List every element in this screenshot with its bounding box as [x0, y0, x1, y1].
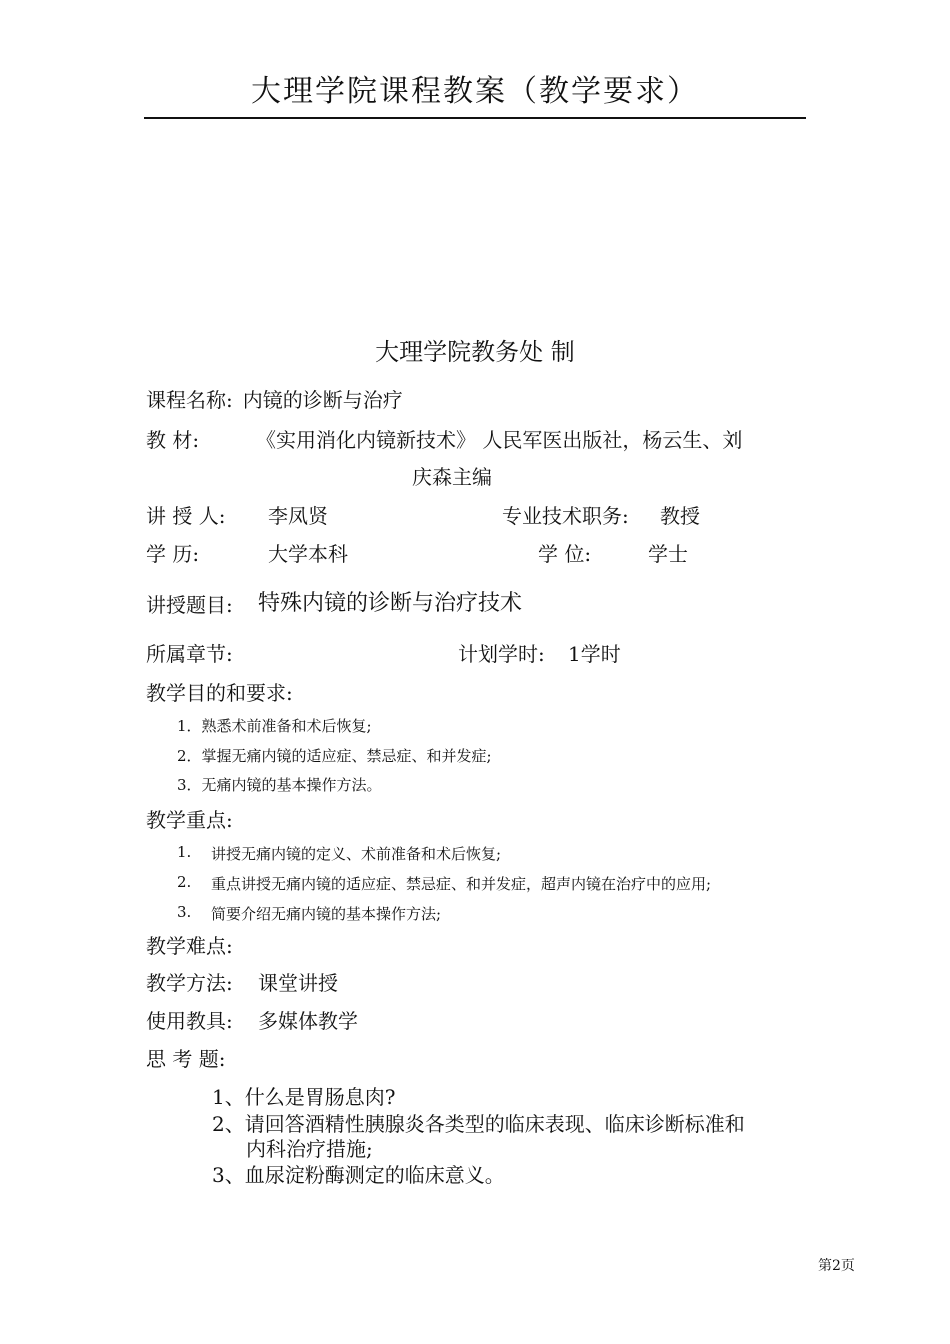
- question-2-line-2: 内科治疗措施;: [246, 1137, 373, 1161]
- chapter-label: 所属章节:: [146, 642, 233, 666]
- method-value: 课堂讲授: [258, 971, 338, 995]
- objective-item: 1．熟悉术前准备和术后恢复;: [177, 717, 372, 735]
- professional-title-label: 专业技术职务:: [502, 504, 629, 528]
- education-value: 大学本科: [268, 542, 348, 566]
- key-point-text: 简要介绍无痛内镜的基本操作方法;: [211, 905, 442, 923]
- key-point-number: 3.: [177, 903, 192, 921]
- questions-heading: 思 考 题:: [146, 1047, 226, 1071]
- issuing-office: 大理学院教务处 制: [375, 338, 575, 366]
- education-label: 学 历:: [146, 542, 200, 566]
- course-name-row: [146, 384, 403, 413]
- question-3: 3、血尿淀粉酶测定的临床意义。: [212, 1163, 505, 1187]
- tools-label: 使用教具:: [146, 1009, 233, 1033]
- degree-label: 学 位:: [538, 542, 592, 566]
- course-name-value: 内镜的诊断与治疗: [242, 388, 403, 412]
- question-2-line-1: 2、请回答酒精性胰腺炎各类型的临床表现、临床诊断标准和: [212, 1112, 745, 1136]
- degree-value: 学士: [648, 542, 688, 566]
- topic-value: 特殊内镜的诊断与治疗技术: [258, 591, 523, 616]
- page-number: 第2页: [818, 1258, 855, 1274]
- textbook-line-1: 《实用消化内镜新技术》 人民军医出版社，杨云生、刘: [256, 428, 743, 452]
- objective-item: 3．无痛内镜的基本操作方法。: [177, 776, 382, 794]
- header-rule: [144, 117, 806, 119]
- planned-hours-label: 计划学时:: [458, 642, 545, 666]
- teacher-value: 李凤贤: [268, 504, 328, 528]
- objectives-heading: 教学目的和要求:: [146, 681, 293, 705]
- key-points-heading: 教学重点:: [146, 808, 233, 832]
- professional-title-value: 教授: [660, 504, 700, 528]
- key-point-text: 讲授无痛内镜的定义、术前准备和术后恢复;: [211, 845, 502, 863]
- method-label: 教学方法:: [146, 971, 233, 995]
- key-point-number: 2.: [177, 873, 192, 891]
- teacher-label: 讲 授 人:: [146, 504, 226, 528]
- tools-value: 多媒体教学: [258, 1009, 358, 1033]
- key-point-text: 重点讲授无痛内镜的适应症、禁忌症、和并发症，超声内镜在治疗中的应用;: [211, 875, 712, 893]
- course-name-label: 课程名称:: [146, 388, 233, 412]
- textbook-label: 教 材:: [146, 428, 200, 452]
- document-title: 大理学院课程教案（教学要求）: [251, 74, 699, 109]
- objective-item: 2．掌握无痛内镜的适应症、禁忌症、和并发症;: [177, 747, 492, 765]
- difficulties-heading: 教学难点:: [146, 934, 233, 958]
- topic-label: 讲授题目:: [146, 593, 233, 617]
- textbook-line-2: 庆森主编: [412, 465, 492, 489]
- question-1: 1、什么是胃肠息肉?: [212, 1085, 396, 1109]
- planned-hours-value: 1学时: [568, 642, 621, 666]
- key-point-number: 1.: [177, 843, 192, 861]
